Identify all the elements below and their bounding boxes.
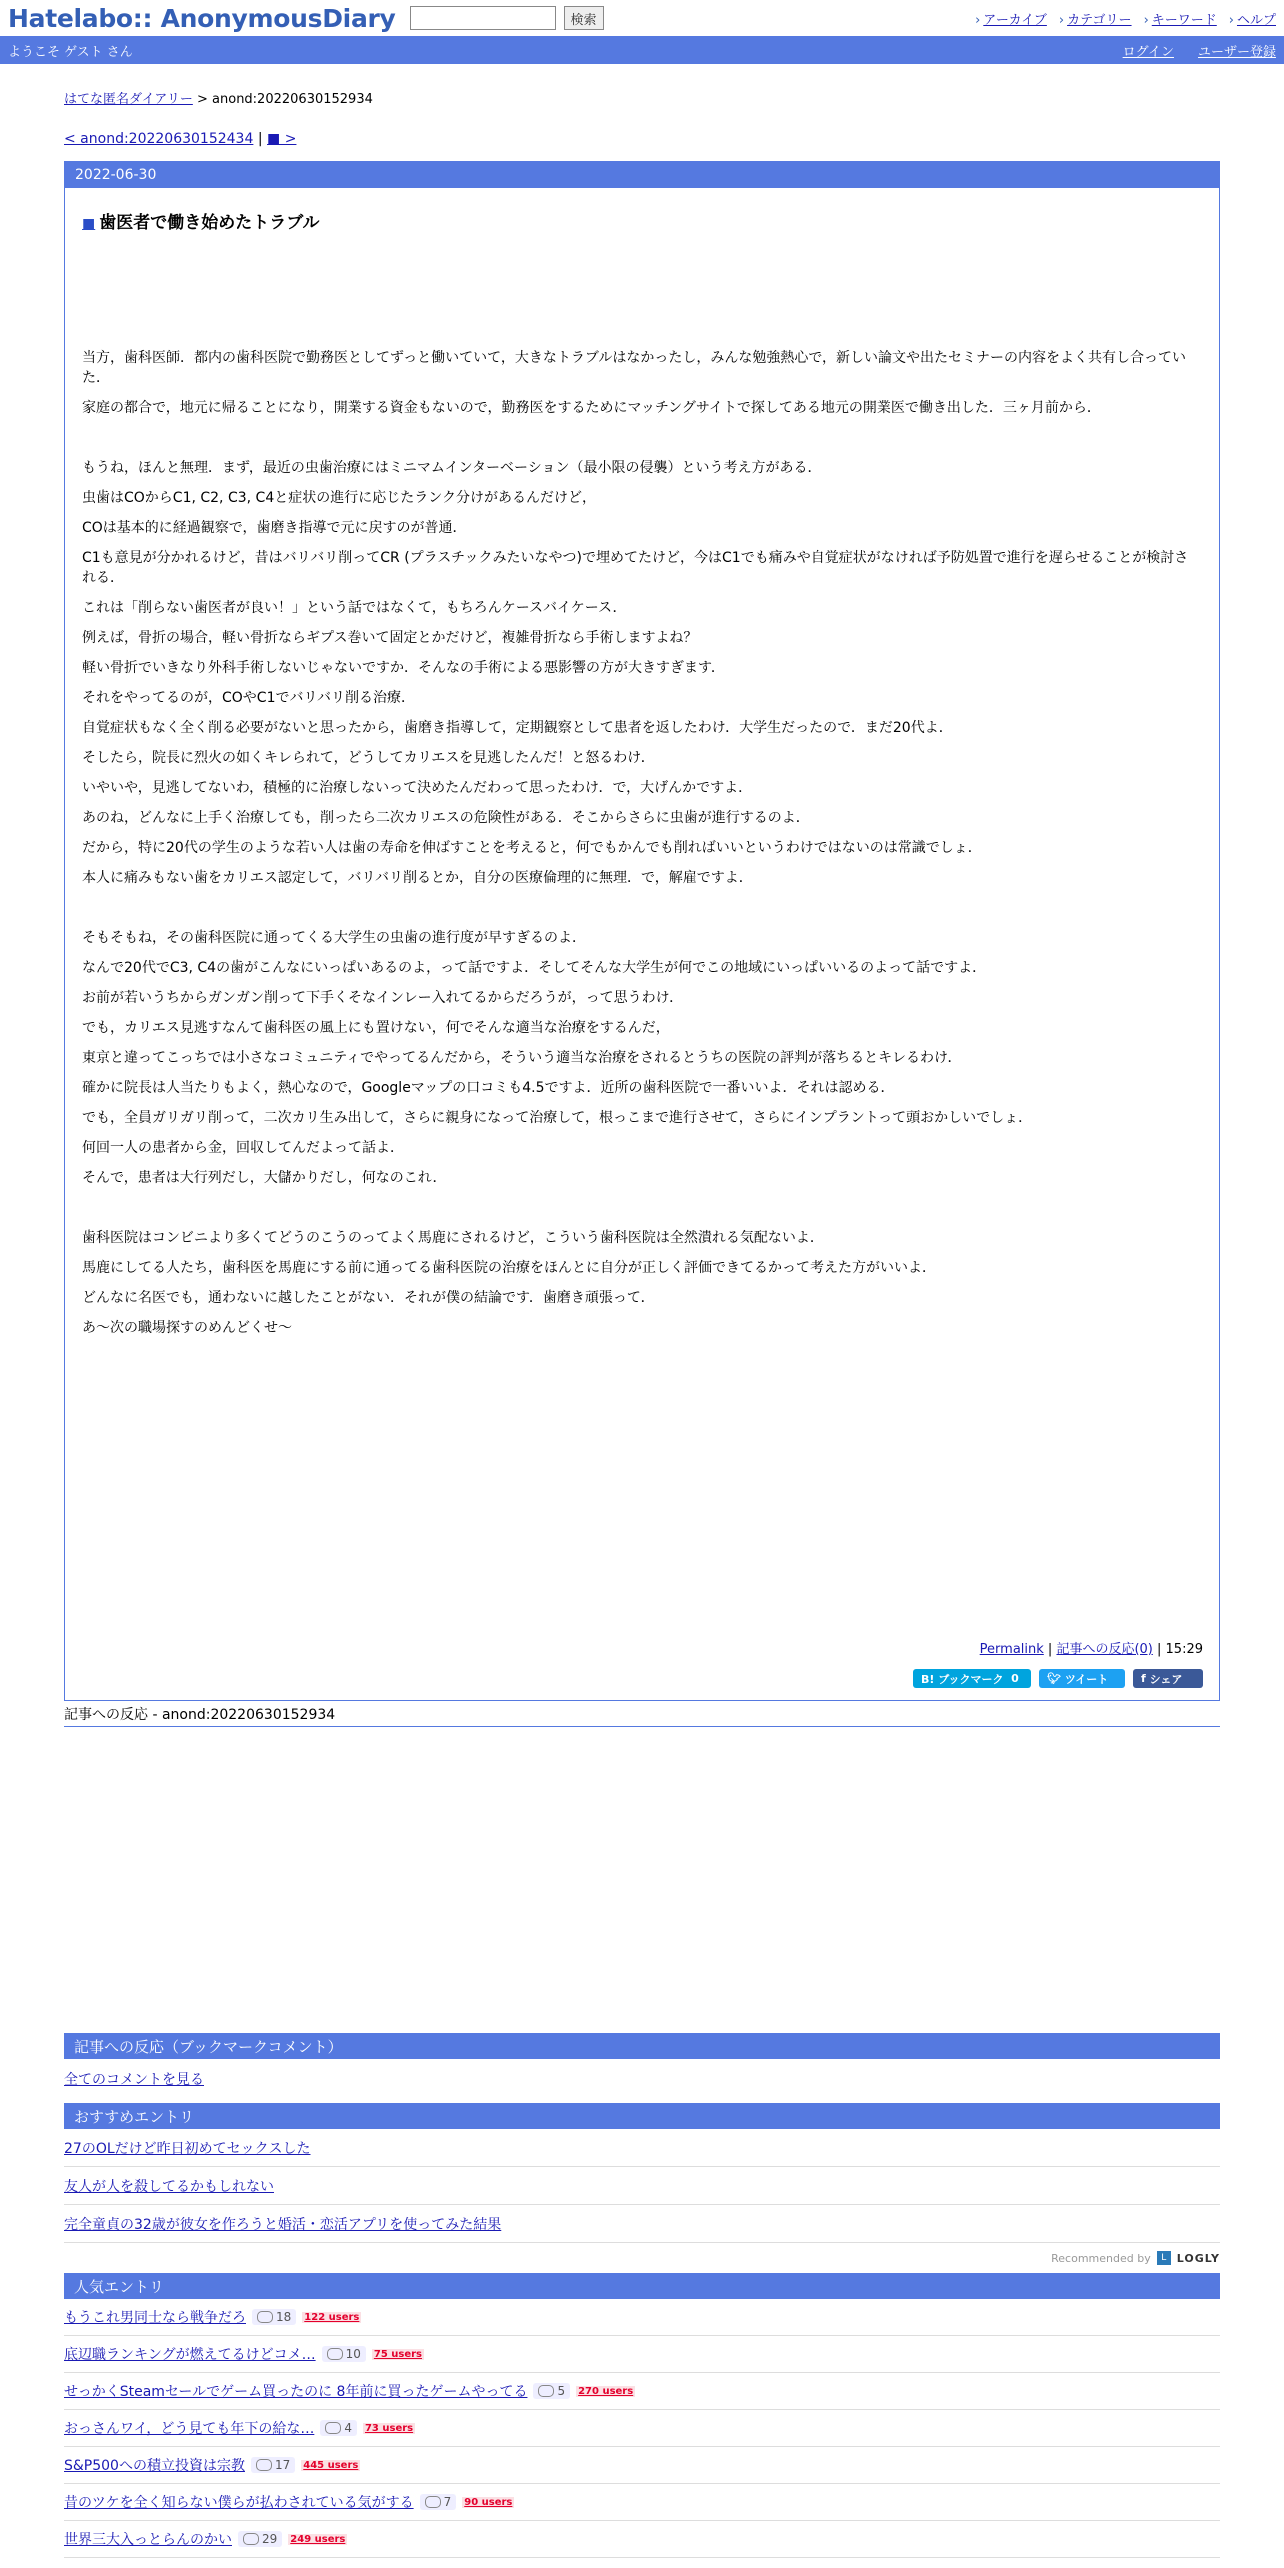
entry-paragraph: でも，カリエス見逃すなんて歯科医の風上にも置けない，何でそんな適当な治療をするんだ， [82, 1020, 670, 1036]
popular-item [64, 2336, 1220, 2373]
comment-count-badge[interactable] [238, 2531, 282, 2547]
search-button[interactable]: 検索 [564, 6, 604, 30]
entry-paragraph: 確かに院長は人当たりもよく，熱心なので，Googleマップの口コミも4.5ですよ．近所の歯科医院で一番いいよ．それは認める． [82, 1080, 895, 1096]
comment-count-badge[interactable] [251, 2457, 295, 2473]
popular-link[interactable]: 底辺職ランキングが燃えてるけどコメ… [64, 2347, 316, 2363]
popular-item [64, 2447, 1220, 2484]
comment-bubble-icon [257, 2311, 273, 2323]
entry-paragraph: 虫歯はCOからC1, C2, C3, C4と症状の進行に応じたランク分けがあるんだけど， [82, 490, 596, 506]
entry-paragraph: 東京と違ってこっちでは小さなコミュニティでやってるんだから，そういう適当な治療をされるとうちの医院の評判が落ちるとキレるわけ． [82, 1050, 962, 1066]
hatena-bookmark-count: 0 [1011, 1672, 1019, 1685]
popular-item [64, 2484, 1220, 2521]
breadcrumb-separator: > [196, 92, 208, 107]
share-buttons [65, 1657, 1219, 1700]
bookmark-users-badge[interactable]: 75 users [373, 2348, 423, 2360]
recommended-item [64, 2167, 1220, 2205]
entry-title-text: 歯医者で働き始めたトラブル [99, 213, 320, 233]
tweet-label: ツイート [1064, 1672, 1109, 1686]
entry-paragraph: 例えば，骨折の場合，軽い骨折ならギプス巻いて固定とかだけど，複雑骨折なら手術しますよね？ [82, 630, 698, 646]
comment-count: 10 [345, 2347, 361, 2361]
entry-body [82, 348, 1194, 1338]
prev-entry-link[interactable]: < anond:20220630152434 [64, 131, 254, 147]
entry-paragraph: あのね，どんなに上手く治療しても，削ったら二次カリエスの危険性がある．そこからさらに虫歯が進行するのよ． [82, 810, 810, 826]
entry-paragraph [82, 1198, 1194, 1218]
logly-credit [64, 2243, 1220, 2273]
entry-paragraph: そんで，患者は大行列だし，大儲かりだし，何なのこれ． [82, 1170, 447, 1186]
reactions-header [64, 1704, 1220, 1727]
twitter-bird-icon: 🐦︎ [1047, 1672, 1061, 1685]
popular-item [64, 2521, 1220, 2558]
entry-paragraph: あ〜次の職場探すのめんどくせ〜 [82, 1320, 292, 1336]
recommended-by-text: Recommended by [1051, 2251, 1151, 2265]
comment-count: 29 [262, 2532, 278, 2546]
entry-paragraph: どんなに名医でも，通わないに越したことがない．それが僕の結論です．歯磨き頑張って． [82, 1290, 655, 1306]
bookmark-users-badge[interactable]: 73 users [364, 2422, 414, 2434]
nav-category-link[interactable]: › カテゴリー [1059, 9, 1132, 28]
comment-count-badge[interactable] [252, 2309, 296, 2325]
popular-link[interactable]: せっかくSteamセールでゲーム買ったのに 8年前に買ったゲームやってる [64, 2384, 528, 2400]
next-entry-link[interactable]: ■ > [267, 131, 297, 147]
popular-link[interactable]: S&P500への積立投資は宗教 [64, 2458, 245, 2474]
nav-archive-link[interactable]: › アーカイブ [975, 9, 1047, 28]
recommended-link[interactable]: 友人が人を殺してるかもしれない [64, 2179, 274, 2195]
search-input[interactable] [410, 6, 556, 30]
comment-count: 7 [443, 2495, 452, 2509]
comment-bubble-icon [325, 2422, 341, 2434]
entry-paragraph: なんで20代でC3, C4の歯がこんなにいっぱいあるのよ，って話ですよ．そしてそんな大学生が何でこの地域にいっぱいいるのよって話ですよ． [82, 960, 987, 976]
pager-separator: | [257, 131, 263, 147]
facebook-icon: f [1141, 1672, 1146, 1685]
nav-help-link[interactable]: › ヘルプ [1229, 9, 1276, 28]
hatena-bookmark-button[interactable] [913, 1669, 1031, 1688]
recommended-item [64, 2205, 1220, 2243]
entry-paragraph: だから，特に20代の学生のような若い人は歯の寿命を伸ばすことを考えると，何でもかんでも削ればいいというわけではないのは常識でしょ． [82, 840, 982, 856]
entry-paragraph: 歯科医院はコンビニより多くてどうのこうのってよく馬鹿にされるけど，こういう歯科医院は全然潰れる気配ないよ． [82, 1230, 824, 1246]
entry-paragraph: C1も意見が分かれるけど，昔はバリバリ削ってCR (プラスチックみたいなやつ)で埋めてたけど，今はC1でも痛みや自覚症状がなければ予防処置で進行を遅らせることが検討される． [82, 550, 1189, 586]
comment-bubble-icon [256, 2459, 272, 2471]
entry-paragraph: お前が若いうちからガンガン削って下手くそなインレー入れてるからだろうが，って思うわけ． [82, 990, 684, 1006]
entry-paragraph: そしたら，院長に烈火の如くキレられて，どうしてカリエスを見逃したんだ！と怒るわけ． [82, 750, 655, 766]
user-bar [0, 36, 1284, 64]
register-link[interactable]: ユーザー登録 [1197, 44, 1276, 60]
entry-paragraph: 軽い骨折でいきなり外科手術しないじゃないですか．そんなの手術による悪影響の方が大きすぎます． [82, 660, 725, 676]
bookmark-users-badge[interactable]: 90 users [464, 2496, 513, 2508]
comment-count: 5 [557, 2384, 566, 2398]
popular-link[interactable]: もうこれ男同士なら戦争だろ [64, 2310, 246, 2326]
recommended-section [64, 2103, 1220, 2273]
top-nav [975, 9, 1276, 28]
comment-bubble-icon [425, 2496, 441, 2508]
facebook-share-label: シェア [1149, 1672, 1183, 1686]
entry-paragraph: 馬鹿にしてる人たち，歯科医を馬鹿にする前に通ってる歯科医院の治療をほんとに自分が正しく評価できてるかって考えた方がいいよ． [82, 1260, 936, 1276]
bookmark-users-badge[interactable]: 122 users [304, 2311, 360, 2323]
comment-bubble-icon [538, 2385, 554, 2397]
breadcrumb [64, 88, 1220, 107]
entry-title [82, 208, 1219, 233]
breadcrumb-current: anond:20220630152934 [212, 92, 373, 107]
hatena-bookmark-label: B! ブックマーク [921, 1672, 1004, 1686]
entry-paragraph: 自覚症状もなく全く削る必要がないと思ったから，歯磨き指導して，定期観察として患者を返したわけ．大学生だったので．まだ20代よ． [82, 720, 953, 736]
search-form [410, 6, 604, 30]
entry-paragraph: COは基本的に経過観察で，歯磨き指導で元に戻すのが普通． [82, 520, 467, 536]
all-comments-link[interactable]: 全てのコメントを見る [64, 2072, 204, 2088]
entry-paragraph: 何回一人の患者から金，回収してんだよって話よ． [82, 1140, 404, 1156]
entry-meta: Permalink | 記事への反応(0) | 15:29 [979, 1642, 1203, 1657]
comment-bubble-icon [243, 2533, 259, 2545]
welcome-text: ようこそ ゲスト さん [8, 44, 133, 60]
reactions-link[interactable]: 記事への反応(0) [1056, 1642, 1153, 1657]
entry-paragraph: 当方，歯科医師．都内の歯科医院で勤務医としてずっと働いていて，大きなトラブルはなかったし，みんな勉強熱心で，新しい論文や出たセミナーの内容をよく共有し合っていた． [82, 350, 1187, 386]
reactions-header-id: anond:20220630152934 [161, 1707, 336, 1723]
entry-paragraph: いやいや，見逃してないわ，積極的に治療しないって決めたんだわって思ったわけ．で，大げんかですよ． [82, 780, 753, 796]
bookmark-users-badge[interactable]: 249 users [290, 2533, 346, 2545]
entry-paragraph [82, 898, 1194, 918]
popular-link[interactable]: おっさんワイ，どう見ても年下の給な… [64, 2421, 315, 2437]
entry-paragraph: もうね，ほんと無理．まず，最近の虫歯治療にはミニマムインターベーション（最小限の侵襲）という考え方がある． [82, 460, 822, 476]
entry-paragraph: 家庭の都合で，地元に帰ることになり，開業する資金もないので，勤務医をするためにマッチングサイトで探してある地元の開業医で働き出した．三ヶ月前から． [82, 400, 1101, 416]
entry-paragraph: これは「削らない歯医者が良い！」という話ではなくて，もちろんケースバイケース． [82, 600, 627, 616]
popular-title: 人気エントリ [64, 2273, 1220, 2299]
reactions-header-label: 記事への反応 - [64, 1707, 158, 1723]
recommended-list [64, 2129, 1220, 2243]
site-header [0, 0, 1284, 36]
popular-item [64, 2373, 1220, 2410]
popular-item [64, 2410, 1220, 2447]
entry-permalink-square[interactable]: ■ [82, 216, 96, 232]
logly-icon: L [1157, 2251, 1171, 2265]
nav-keyword-link[interactable]: › キーワード [1144, 9, 1217, 28]
logly-logo-text[interactable]: LOGLY [1176, 2251, 1220, 2265]
recommended-link[interactable]: 27のOLだけど昨日初めてセックスした [64, 2141, 311, 2157]
comment-count-badge[interactable] [322, 2346, 366, 2362]
bookmark-users-badge[interactable]: 270 users [578, 2385, 634, 2397]
recommended-title: おすすめエントリ [64, 2103, 1220, 2129]
recommended-link[interactable]: 完全童貞の32歳が彼女を作ろうと婚活・恋活アプリを使ってみた結果 [64, 2217, 502, 2233]
entry-paragraph: それをやってるのが，COやC1でバリバリ削る治療． [82, 690, 416, 706]
popular-section [64, 2273, 1220, 2558]
entry-pager [64, 131, 1220, 147]
popular-list [64, 2299, 1220, 2558]
bookmark-users-badge[interactable]: 445 users [303, 2459, 359, 2471]
tweet-button[interactable] [1039, 1669, 1125, 1688]
login-link[interactable]: ログイン [1122, 44, 1174, 60]
popular-link[interactable]: 昔のツケを全く知らない僕らが払わされている気がする [64, 2495, 414, 2511]
recommended-item [64, 2129, 1220, 2167]
entry-date: 2022-06-30 [65, 162, 1219, 188]
comment-count-badge[interactable] [320, 2420, 357, 2436]
site-logo[interactable]: Hatelabo:: AnonymousDiary [8, 3, 396, 33]
comment-count-badge[interactable] [533, 2383, 570, 2399]
entry-paragraph [82, 428, 1194, 448]
comment-count-badge[interactable] [420, 2494, 457, 2510]
facebook-share-button[interactable] [1133, 1669, 1203, 1688]
breadcrumb-home-link[interactable]: はてな匿名ダイアリー [64, 92, 193, 107]
comment-count: 18 [276, 2310, 292, 2324]
entry-time: 15:29 [1165, 1642, 1203, 1657]
main-content [64, 88, 1220, 2558]
bookmark-comments-section [64, 2033, 1220, 2089]
entry-paragraph: そもそもね，その歯科医院に通ってくる大学生の虫歯の進行度が早すぎるのよ． [82, 930, 586, 946]
popular-item [64, 2299, 1220, 2336]
entry-paragraph: でも，全員ガリガリ削って，二次カリ生み出して，さらに親身になって治療して，根っこまで進行させて，さらにインプラントって頭おかしいでしょ． [82, 1110, 1033, 1126]
popular-link[interactable]: 世界三大入っとらんのかい [64, 2532, 232, 2548]
comment-count: 17 [274, 2458, 291, 2472]
comment-bubble-icon [327, 2348, 343, 2360]
permalink-link[interactable]: Permalink [979, 1642, 1044, 1657]
entry-paragraph: 本人に痛みもない歯をカリエス認定して，バリバリ削るとか，自分の医療倫理的に無理．で，解雇ですよ． [82, 870, 753, 886]
bookmark-comments-title: 記事への反応（ブックマークコメント） [64, 2033, 1220, 2059]
comment-count: 4 [344, 2421, 352, 2435]
diary-entry [64, 161, 1220, 1701]
